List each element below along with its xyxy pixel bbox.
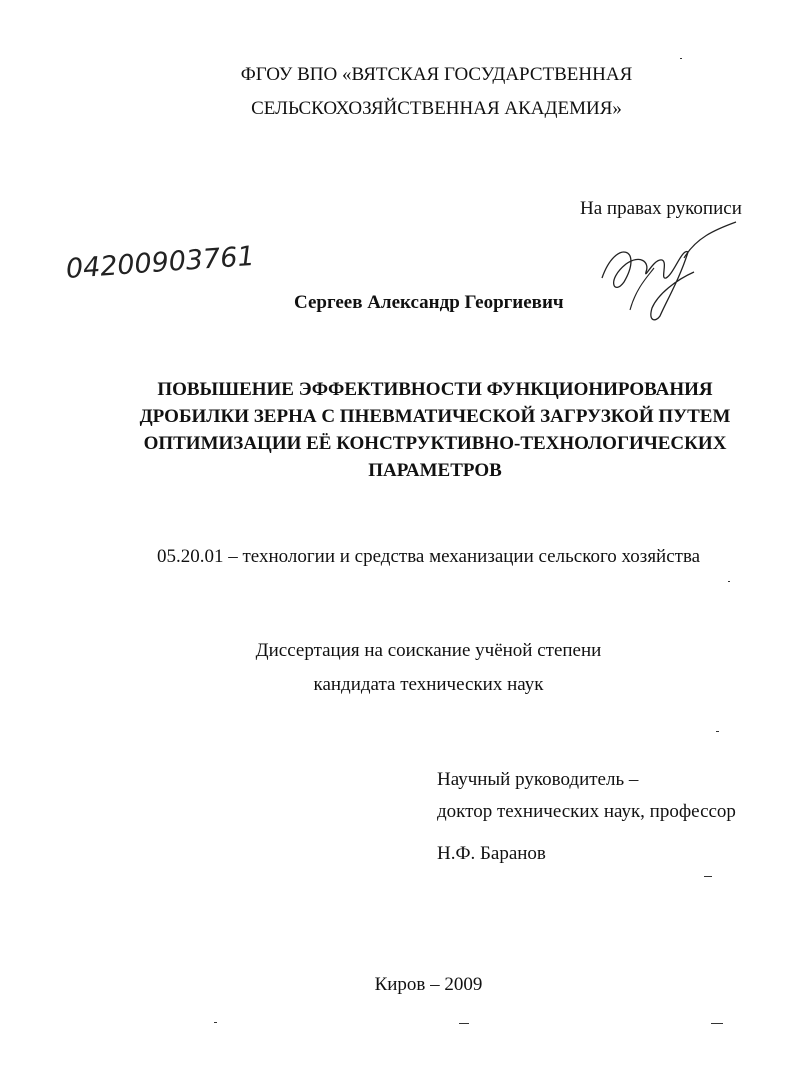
author-name: Сергеев Александр Георгиевич <box>294 292 564 313</box>
scan-speck <box>214 1022 217 1023</box>
degree-line-1: Диссертация на соискание учёной степени <box>255 640 602 661</box>
title-line: ОПТИМИЗАЦИИ ЕЁ КОНСТРУКТИВНО-ТЕХНОЛОГИЧЕСКИХ <box>143 433 727 454</box>
supervisor-name: Н.Ф. Баранов <box>437 843 546 864</box>
handwritten-archive-number: 04200903761 <box>64 240 256 285</box>
scan-speck <box>704 876 712 877</box>
scan-speck <box>716 731 719 732</box>
scan-speck <box>711 1023 723 1024</box>
title-line: ПОВЫШЕНИЕ ЭФФЕКТИВНОСТИ ФУНКЦИОНИРОВАНИЯ <box>157 379 713 400</box>
supervisor-label: Научный руководитель – <box>437 769 639 790</box>
manuscript-rights-note: На правах рукописи <box>580 198 742 219</box>
dissertation-title <box>130 376 740 484</box>
scan-speck <box>728 581 730 582</box>
institution-line-1: ФГОУ ВПО «ВЯТСКАЯ ГОСУДАРСТВЕННАЯ <box>240 64 633 85</box>
title-line: ПАРАМЕТРОВ <box>368 460 502 481</box>
institution-line-2: СЕЛЬСКОХОЗЯЙСТВЕННАЯ АКАДЕМИЯ» <box>251 98 622 119</box>
title-line: ДРОБИЛКИ ЗЕРНА С ПНЕВМАТИЧЕСКОЙ ЗАГРУЗКОЙ ПУТЕМ <box>139 406 731 427</box>
degree-line-2: кандидата технических наук <box>313 674 544 695</box>
supervisor-degree: доктор технических наук, профессор <box>437 801 736 822</box>
scan-speck <box>680 58 682 59</box>
scan-speck <box>459 1023 469 1024</box>
city-year: Киров – 2009 <box>374 974 483 995</box>
specialty-code: 05.20.01 – технологии и средства механизации сельского хозяйства <box>157 546 701 567</box>
author-signature <box>596 218 746 322</box>
